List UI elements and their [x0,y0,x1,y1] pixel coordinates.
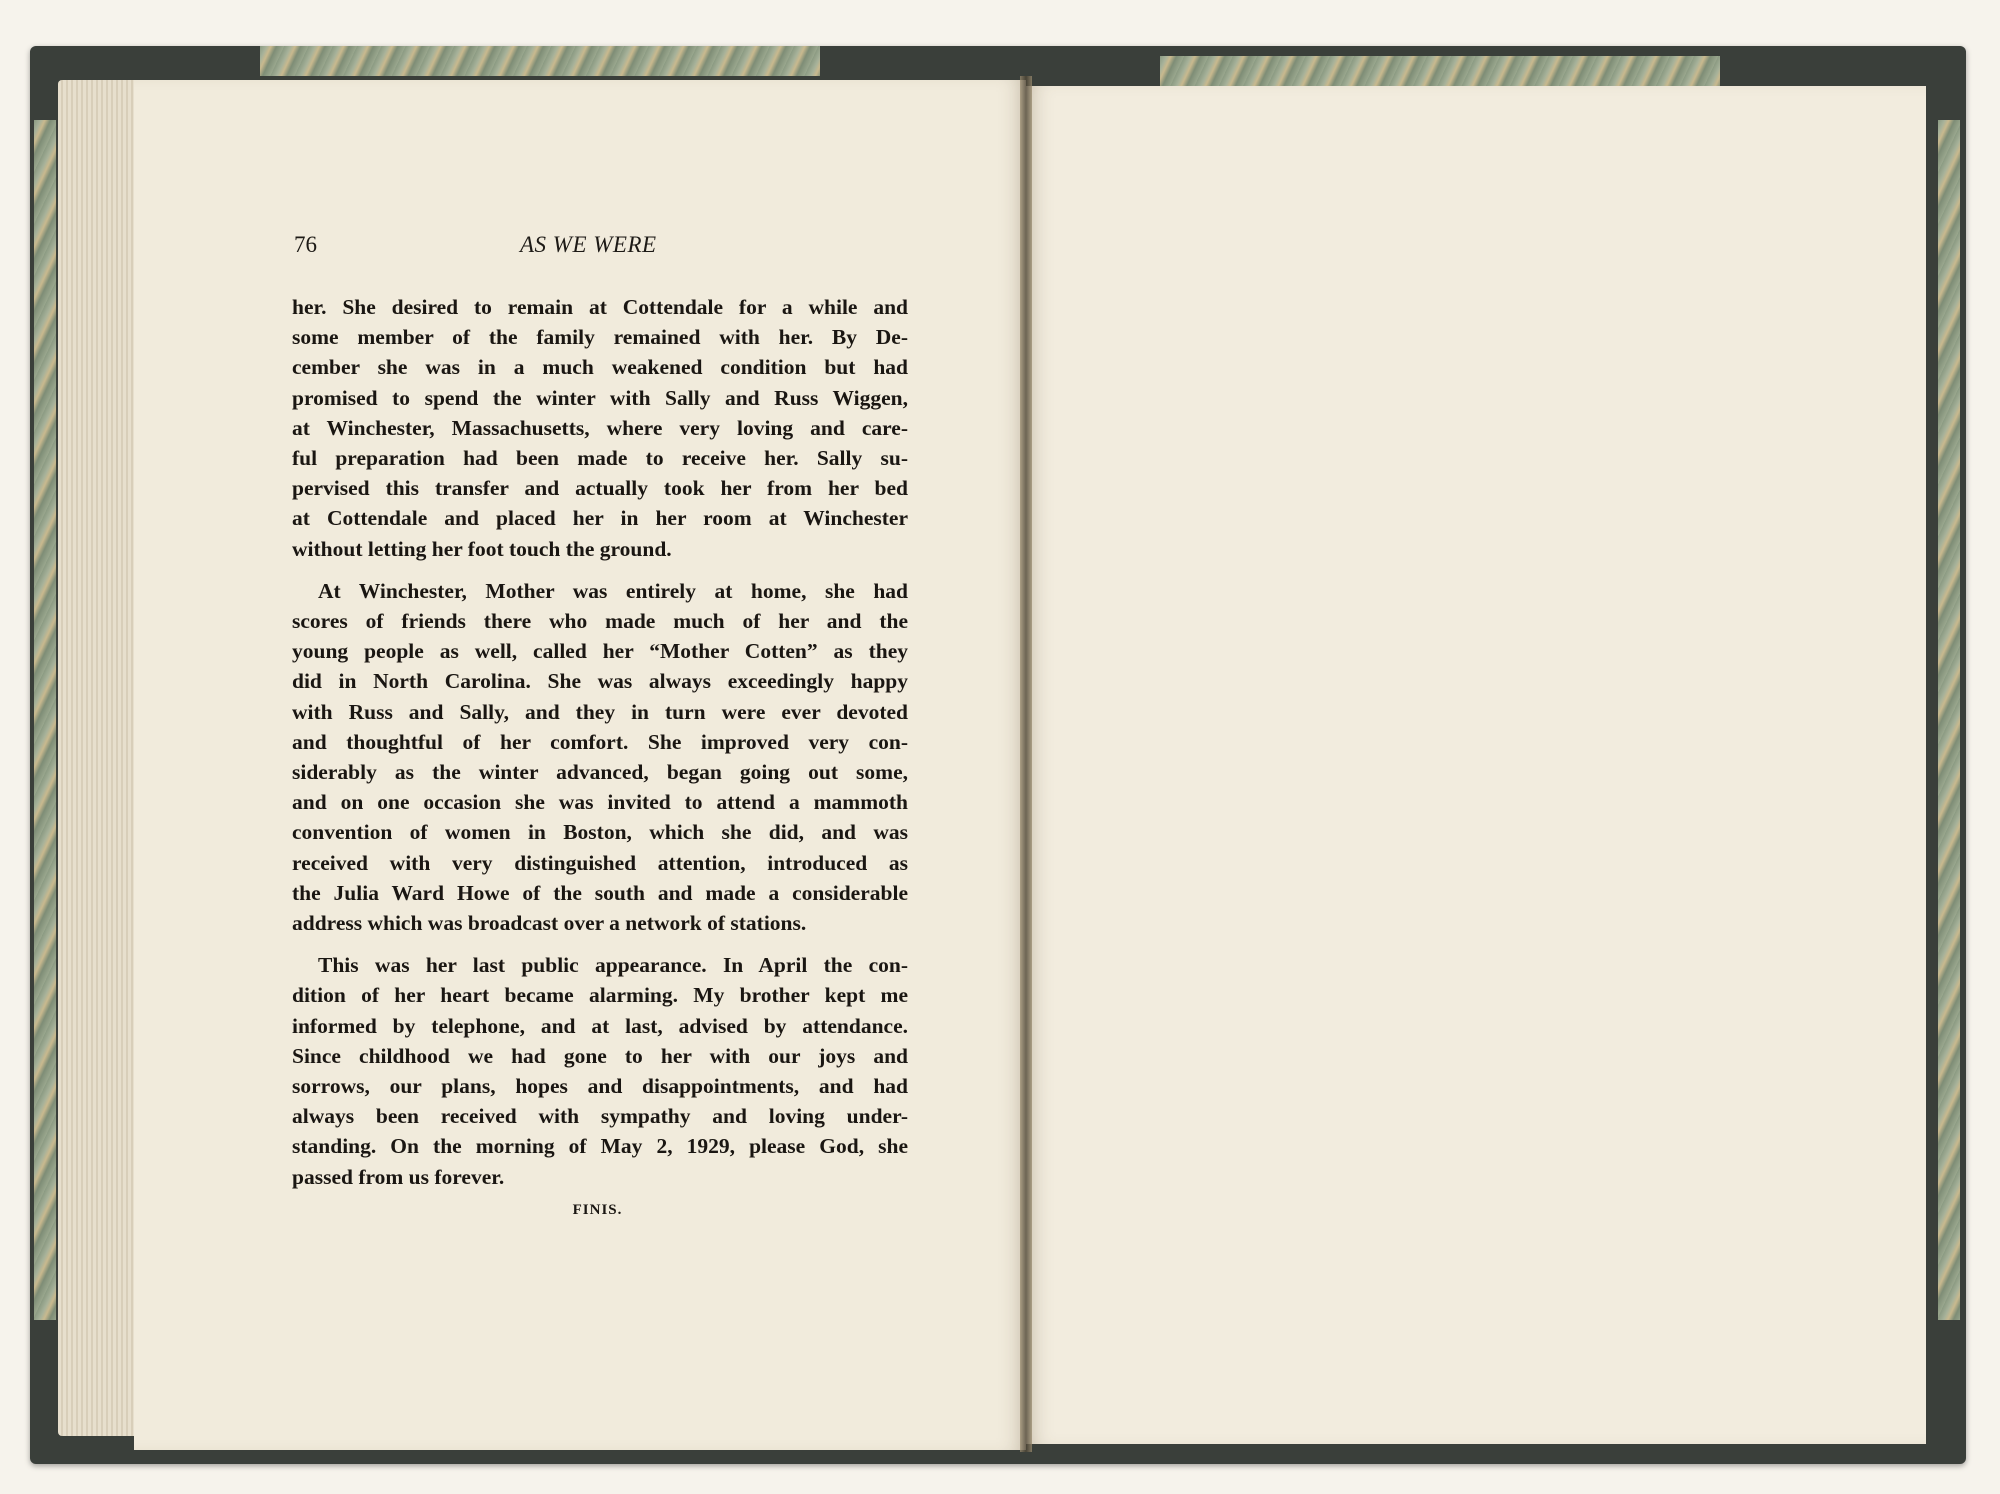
page-edges-stack [58,80,138,1436]
text-line: young people as well, called her “Mother Cotten” as they [292,639,908,664]
paragraph-3 [292,950,908,1192]
running-title: AS WE WERE [520,232,657,257]
right-page-blank [1026,86,1926,1444]
text-line: convention of women in Boston, which she did, and was [292,820,908,845]
text-line: the Julia Ward Howe of the south and made a considerable [292,880,908,905]
marbled-paper-right-edge [1938,120,1960,1320]
text-line: some member of the family remained with her. By De- [292,325,908,350]
marbled-paper-top-right [1160,56,1720,88]
body-text [292,292,908,1192]
text-line: received with very distinguished attention, introduced as [292,850,908,875]
text-line: at Cottendale and placed her in her room at Winchester [292,506,908,531]
text-line: This was her last public appearance. In April the con- [318,953,908,978]
text-line: passed from us forever. [292,1164,505,1189]
paragraph-2 [292,576,908,938]
text-line: informed by telephone, and at last, advised by attendance. [292,1013,908,1038]
text-line: her. She desired to remain at Cottendale for a while and [292,295,908,319]
text-line: dition of her heart became alarming. My brother kept me [292,983,908,1008]
text-line: and thoughtful of her comfort. She improved very con- [292,729,908,754]
marbled-paper-left-edge [34,120,56,1320]
finis-mark: FINIS. [572,1202,623,1218]
text-line: without letting her foot touch the ground. [292,536,672,561]
page-number: 76 [294,232,317,257]
text-line: at Winchester, Massachusetts, where very loving and care- [292,415,908,440]
text-line: always been received with sympathy and loving under- [292,1104,908,1129]
text-line: scores of friends there who made much of her and the [292,609,908,634]
text-line: ful preparation had been made to receive her. Sally su- [292,446,908,471]
text-line: sorrows, our plans, hopes and disappointments, and had [292,1074,908,1099]
text-line: address which was broadcast over a network of stations. [292,911,807,936]
paragraph-1 [292,292,908,564]
text-line: cember she was in a much weakened condition but had [292,355,908,380]
page-header [294,232,908,262]
text-line: At Winchester, Mother was entirely at home, she had [318,578,908,603]
text-line: did in North Carolina. She was always exceedingly happy [292,669,908,694]
text-line: standing. On the morning of May 2, 1929, please God, she [292,1134,908,1159]
book-gutter [1020,76,1032,1452]
text-line: with Russ and Sally, and they in turn were ever devoted [292,699,908,724]
text-line: siderably as the winter advanced, began going out some, [292,760,908,785]
text-line: Since childhood we had gone to her with our joys and [292,1043,908,1068]
text-line: and on one occasion she was invited to attend a mammoth [292,790,908,815]
marbled-paper-top-left [260,46,820,76]
text-line: promised to spend the winter with Sally and Russ Wiggen, [292,385,908,410]
text-line: pervised this transfer and actually took her from her bed [292,476,908,501]
